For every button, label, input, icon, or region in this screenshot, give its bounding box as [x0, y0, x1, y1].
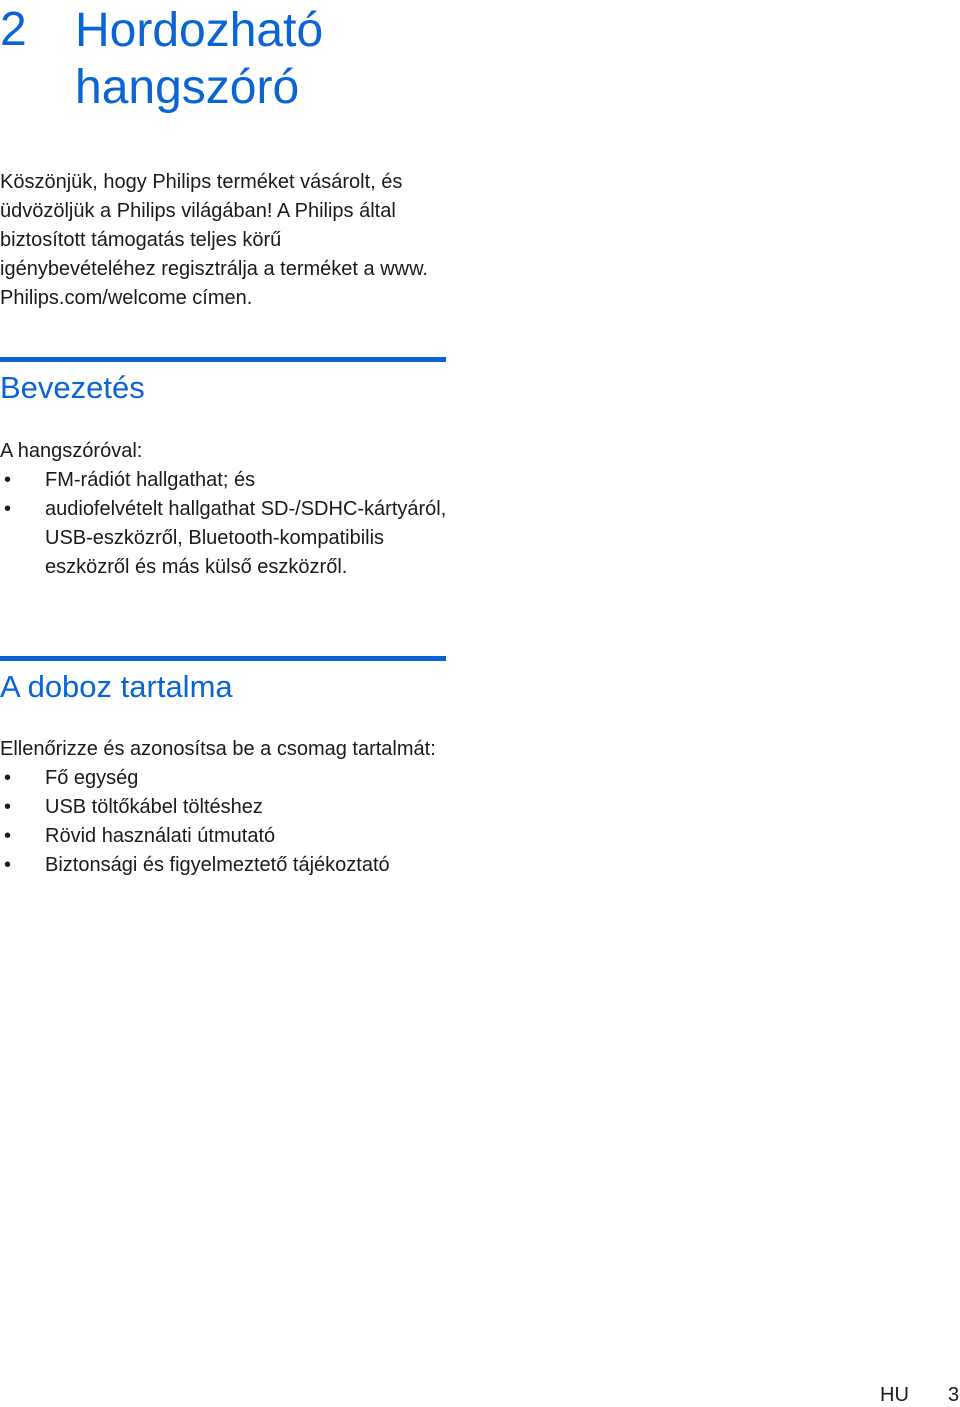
bullet-icon: •	[4, 498, 12, 520]
list-item	[0, 793, 460, 822]
list-item	[0, 851, 460, 880]
section-divider	[0, 357, 446, 362]
list-item	[0, 495, 460, 582]
list-item-text: Rövid használati útmutató	[45, 825, 276, 847]
list-item-text: audiofelvételt hallgathat SD-/SDHC-kártyáról, USB-eszközről, Bluetooth-kompatibilis eszközről és más külső eszközről.	[45, 498, 447, 578]
bullet-icon: •	[4, 767, 12, 789]
list-item	[0, 466, 460, 495]
box-contents-list	[0, 764, 460, 880]
list-item	[0, 822, 460, 851]
list-item-text: Fő egység	[45, 767, 139, 789]
section-divider	[0, 656, 446, 661]
bullet-icon: •	[4, 854, 12, 876]
chapter-number: 2	[0, 3, 27, 56]
bullet-icon: •	[4, 796, 12, 818]
intro-paragraph: Köszönjük, hogy Philips terméket vásárolt, és üdvözöljük a Philips világában! A Philips által biztosított támogatás teljes körű igénybevételéhez regisztrálja a terméket a www. Philips.com/welcome címen.	[0, 171, 428, 309]
footer-language: HU	[880, 1384, 909, 1406]
bullet-icon: •	[4, 469, 12, 491]
list-item	[0, 764, 460, 793]
section-lead: Ellenőrizze és azonosítsa be a csomag tartalmát:	[0, 738, 436, 760]
feature-list	[0, 466, 460, 582]
section-lead: A hangszóróval:	[0, 440, 143, 462]
section-heading-bevezetes: Bevezetés	[0, 370, 145, 405]
chapter-title: Hordozható hangszóró	[75, 4, 324, 114]
section-heading-box-contents: A doboz tartalma	[0, 669, 233, 704]
list-item-text: FM-rádiót hallgathat; és	[45, 469, 256, 491]
bullet-icon: •	[4, 825, 12, 847]
list-item-text: Biztonsági és figyelmeztető tájékoztató	[45, 854, 390, 876]
page-number: 3	[948, 1384, 960, 1406]
list-item-text: USB töltőkábel töltéshez	[45, 796, 263, 818]
